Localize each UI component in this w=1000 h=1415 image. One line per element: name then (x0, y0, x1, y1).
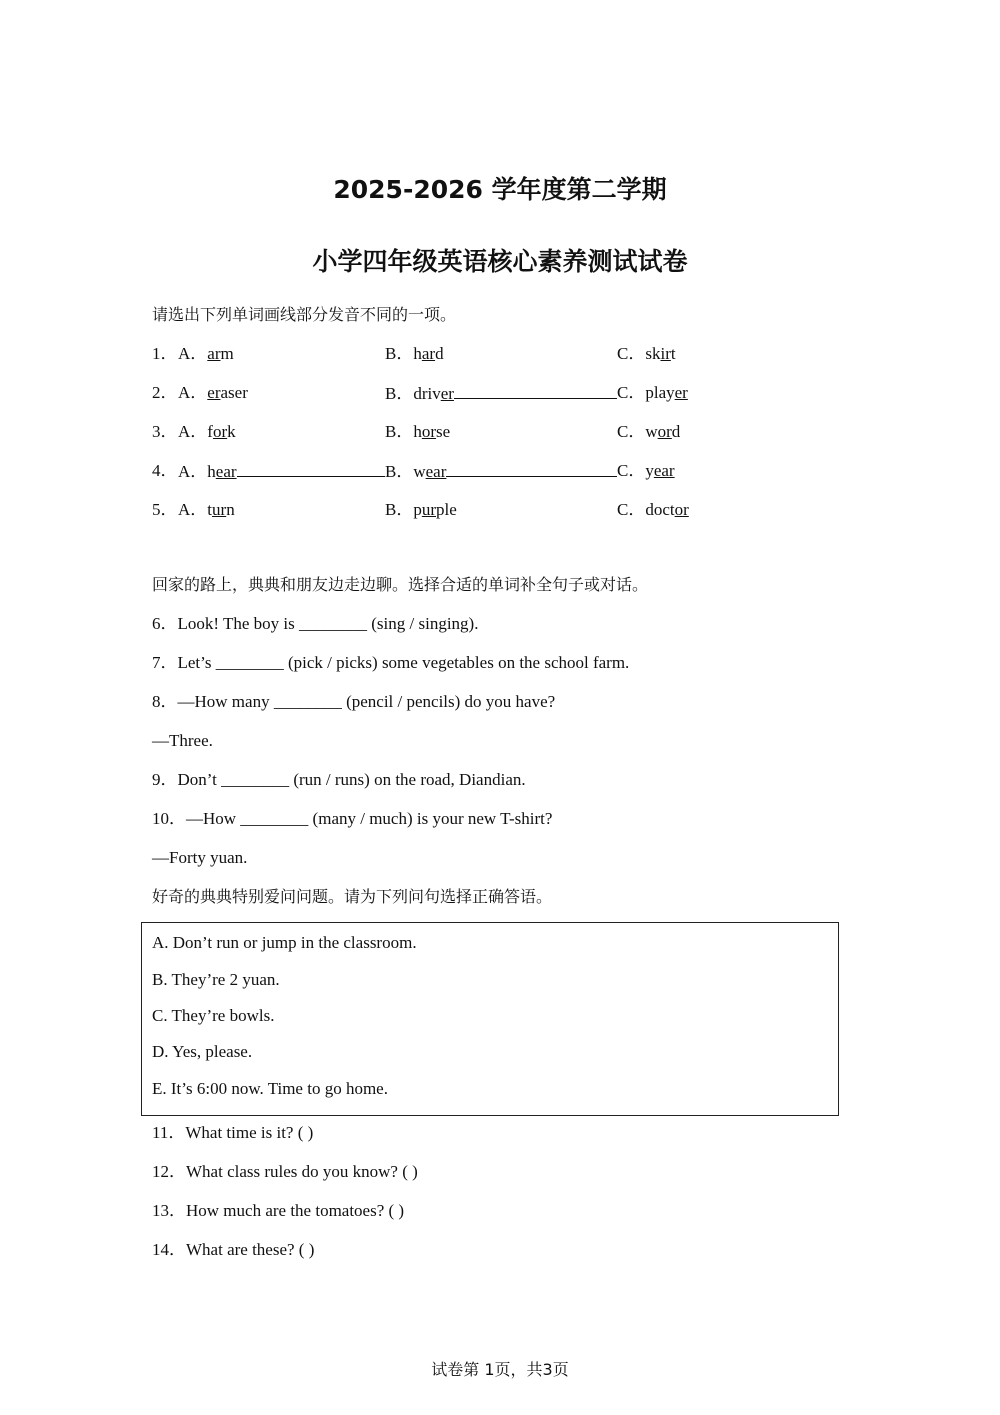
word-prefix: h (413, 344, 422, 363)
option-b (385, 500, 457, 520)
underlined-letters: ir (660, 344, 671, 363)
question-8-answer: —Three. (152, 731, 213, 750)
option-label: A． (178, 422, 208, 441)
question-10-answer: —Forty yuan. (152, 848, 248, 867)
question-9: 9．Don’t ________ (run / runs) on the road, Diandian. (152, 770, 526, 789)
option-label: A． (178, 344, 208, 363)
option-label: C． (617, 344, 646, 363)
option-label: A． (178, 383, 208, 402)
option-c (617, 383, 688, 403)
underlined-letters: or (657, 422, 672, 441)
word-suffix: n (226, 500, 235, 519)
answer-options-box (141, 922, 839, 1116)
word-prefix: h (207, 462, 216, 481)
word-prefix: t (207, 500, 213, 519)
option-a (178, 500, 235, 520)
word-prefix: doct (645, 500, 675, 519)
word-suffix: se (436, 422, 451, 441)
underlined-letters: er (674, 383, 688, 402)
option-c: C. They’re bowls. (152, 1006, 275, 1025)
option-label: A． (178, 500, 208, 519)
option-a (178, 383, 248, 403)
underlined-letters: ear (653, 461, 675, 480)
option-label: A． (178, 462, 208, 481)
option-c (617, 500, 689, 520)
option-label: C． (617, 461, 646, 480)
question-number: 2． (152, 383, 178, 402)
question-7: 7．Let’s ________ (pick / picks) some vegetables on the school farm. (152, 653, 630, 672)
question-14: 14．What are these? ( ) (152, 1240, 315, 1259)
word-prefix: f (207, 422, 213, 441)
option-label: B． (385, 422, 414, 441)
section3-instruction: 好奇的典典特别爱问问题。请为下列问句选择正确答语。 (152, 887, 553, 906)
option-b (385, 461, 617, 482)
option-label: B． (385, 344, 414, 363)
option-c (617, 461, 675, 481)
section2-instruction: 回家的路上，典典和朋友边走边聊。选择合适的单词补全句子或对话。 (152, 575, 649, 594)
underline-extension (454, 383, 617, 399)
underline-extension (446, 461, 617, 477)
word-prefix: w (413, 462, 426, 481)
option-c (617, 344, 676, 364)
question-number: 5． (152, 500, 178, 519)
underlined-letters: er (440, 384, 454, 403)
underlined-letters: or (421, 422, 437, 441)
underlined-letters: or (212, 422, 228, 441)
option-b (385, 383, 617, 404)
word-suffix: d (671, 422, 681, 441)
option-e: E. It’s 6:00 now. Time to go home. (152, 1079, 388, 1098)
option-a: A. Don’t run or jump in the classroom. (152, 933, 417, 952)
word-prefix: p (413, 500, 422, 519)
underlined-letters: ar (207, 344, 221, 363)
word-suffix: aser (220, 383, 248, 402)
word-prefix: w (645, 422, 658, 441)
question-11: 11．What time is it? ( ) (152, 1123, 314, 1142)
exam-title-line1: 2025-2026 学年度第二学期 (333, 175, 667, 204)
word-suffix: k (227, 422, 236, 441)
option-label: B． (385, 500, 414, 519)
word-prefix: driv (413, 384, 441, 403)
option-label: C． (617, 383, 646, 402)
question-10: 10．—How ________ (many / much) is your new T-shirt? (152, 809, 553, 828)
word-suffix: m (220, 344, 234, 363)
option-b: B. They’re 2 yuan. (152, 970, 280, 989)
option-label: C． (617, 422, 646, 441)
underlined-letters: ear (215, 462, 237, 481)
option-c (617, 422, 680, 442)
question-number: 3． (152, 422, 178, 441)
page-footer: 试卷第 1页，共3页 (431, 1360, 569, 1379)
question-6: 6．Look! The boy is ________ (sing / singing). (152, 614, 479, 633)
underlined-letters: ar (421, 344, 436, 363)
word-suffix: ple (436, 500, 457, 519)
underlined-letters: ur (212, 500, 227, 519)
question-8: 8．—How many ________ (pencil / pencils) do you have? (152, 692, 556, 711)
underlined-letters: ear (425, 462, 447, 481)
question-12: 12．What class rules do you know? ( ) (152, 1162, 418, 1181)
question-number: 4． (152, 461, 178, 480)
word-prefix: y (645, 461, 654, 480)
option-b (385, 344, 444, 364)
option-label: B． (385, 462, 414, 481)
option-d: D. Yes, please. (152, 1042, 253, 1061)
option-a (178, 461, 385, 482)
exam-title-line2: 小学四年级英语核心素养测试试卷 (312, 247, 688, 276)
option-label: B． (385, 384, 414, 403)
option-b (385, 422, 450, 442)
word-suffix: d (435, 344, 444, 363)
underline-extension (237, 461, 385, 477)
underlined-letters: ur (421, 500, 437, 519)
option-a (178, 344, 234, 364)
underlined-letters: er (207, 383, 221, 402)
question-13: 13．How much are the tomatoes? ( ) (152, 1201, 405, 1220)
word-prefix: h (413, 422, 422, 441)
option-label: C． (617, 500, 646, 519)
section1-instruction: 请选出下列单词画线部分发音不同的一项。 (152, 305, 457, 324)
option-a (178, 422, 236, 442)
underlined-letters: or (674, 500, 689, 519)
word-suffix: t (670, 344, 676, 363)
word-prefix: sk (645, 344, 661, 363)
question-number: 1． (152, 344, 178, 363)
word-prefix: play (645, 383, 675, 402)
